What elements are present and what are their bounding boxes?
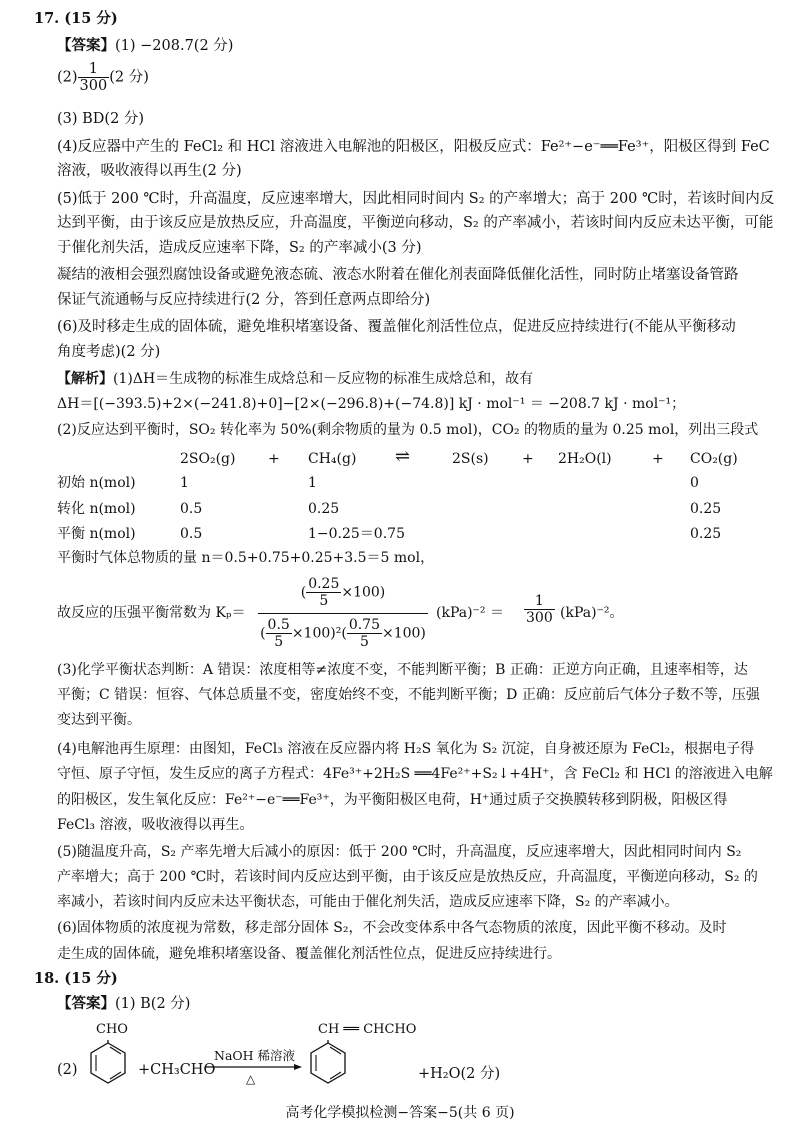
kp-bot-a-den: 5 bbox=[274, 634, 284, 650]
q17-answer-4-line-1: (4)反应器中产生的 FeCl₂ 和 HCl 溶液进入电解池的阳极区，阳极反应式：Fe²⁺−e⁻══Fe³⁺，阳极区得到 FeC bbox=[57, 139, 770, 155]
q17-explanation-5-line-3: 率减小，若该时间内反应未达平衡状态，可能由于催化剂失活，造成反应速率下降，S₂ 的产率减小。 bbox=[57, 894, 679, 910]
kp-main-fraction-bar bbox=[258, 613, 428, 614]
row-equilibrium-label: 平衡 n(mol) bbox=[57, 526, 136, 542]
row-change-co2: 0.25 bbox=[690, 501, 722, 517]
q17-answer-2 bbox=[57, 61, 149, 94]
answer-2-prefix: (2) bbox=[57, 69, 78, 86]
eq-so2: 2SO₂(g) bbox=[180, 451, 236, 467]
eq-plus-1: + bbox=[268, 451, 280, 467]
kp-bottom-open: ( bbox=[260, 625, 266, 642]
benzene-ring-icon bbox=[88, 1040, 128, 1086]
answer-2-fraction bbox=[78, 61, 110, 94]
fraction-numerator: 1 bbox=[78, 61, 110, 78]
eq-plus-3: + bbox=[652, 451, 664, 467]
row-initial-ch4: 1 bbox=[308, 475, 317, 491]
kp-top-open: ( bbox=[300, 584, 307, 601]
row-initial-so2: 1 bbox=[180, 475, 189, 491]
kp-bot-b-den: 5 bbox=[359, 634, 369, 650]
eq-equilibrium-arrow: ⇌ bbox=[395, 446, 411, 467]
q17-explanation-2-total: 平衡时气体总物质的量 n＝0.5+0.75+0.25+3.5＝5 mol， bbox=[57, 550, 435, 566]
row-equilibrium-co2: 0.25 bbox=[690, 526, 722, 542]
kp-result-den: 300 bbox=[526, 610, 553, 626]
kp-top-mul: ×100) bbox=[341, 584, 386, 601]
reaction-arrow-icon bbox=[206, 1062, 302, 1072]
q17-explanation-5-line-1: (5)随温度升高，S₂ 产率先增大后减小的原因：低于 200 ℃时，升高温度，反应速率增大，因此相同时间内 S₂ bbox=[57, 844, 742, 860]
kp-big-denominator bbox=[258, 617, 428, 650]
explanation-1-text: (1)ΔH＝生成物的标准生成焓总和－反应物的标准生成焓总和，故有 bbox=[113, 371, 534, 387]
q17-explanation-1-line-2: ΔH＝[(−393.5)+2×(−241.8)+0]−[2×(−296.8)+(−74.8)] kJ · mol⁻¹ ＝ −208.7 kJ · mol⁻¹； bbox=[57, 396, 686, 412]
eq-h2o: 2H₂O(l) bbox=[558, 451, 612, 467]
kp-top-frac-den: 5 bbox=[319, 593, 329, 609]
condition-naoh: NaOH 稀溶液 bbox=[214, 1048, 296, 1063]
row-change-ch4: 0.25 bbox=[308, 501, 340, 517]
kp-bottom-end: ×100) bbox=[381, 625, 426, 642]
q17-answer-5-line-4: 凝结的液相会强烈腐蚀设备或避免液态硫、液态水附着在催化剂表面降低催化活性，同时防止堵塞设备管路 bbox=[57, 267, 739, 283]
row-equilibrium-ch4: 1−0.25＝0.75 bbox=[308, 526, 405, 542]
kp-bottom-fraction-b bbox=[347, 617, 382, 650]
kp-prefix: 故反应的压强平衡常数为 Kₚ＝ bbox=[57, 605, 246, 621]
kp-top-frac-num: 0.25 bbox=[308, 576, 340, 592]
row-initial-co2: 0 bbox=[690, 475, 699, 491]
eq-plus-2: + bbox=[522, 451, 534, 467]
q17-answer-5-line-5: 保证气流通畅与反应持续进行(2 分，答到任意两点即给分) bbox=[57, 292, 431, 308]
eq-s: 2S(s) bbox=[452, 451, 489, 467]
kp-bottom-fraction-a bbox=[266, 617, 292, 650]
row-change-label: 转化 n(mol) bbox=[57, 501, 136, 517]
q17-answer-6-line-2: 角度考虑)(2 分) bbox=[57, 344, 161, 360]
q17-header: 17. (15 分) bbox=[34, 10, 118, 27]
q17-explanation-3-line-1: (3)化学平衡状态判断：A 错误：浓度相等≠浓度不变，不能判断平衡；B 正确：正逆方向正确，且速率相等，达 bbox=[57, 662, 748, 678]
q18-answer-1 bbox=[57, 995, 190, 1013]
page-footer: 高考化学模拟检测−答案−5(共 6 页) bbox=[285, 1105, 515, 1121]
q17-explanation-6-line-2: 走生成的固体硫，避免堆积堵塞设备、覆盖催化剂活性位点，促进反应持续进行。 bbox=[57, 946, 561, 962]
answer-tag: 【答案】 bbox=[57, 37, 115, 54]
kp-result-num: 1 bbox=[524, 593, 555, 610]
q17-answer-5-line-1: (5)低于 200 ℃时，升高温度，反应速率增大，因此相同时间内 S₂ 的产率增大；高于 200 ℃时，若该时间内反 bbox=[57, 191, 775, 207]
q18-answer-2-prefix: (2) bbox=[57, 1062, 78, 1078]
q17-answer-3: (3) BD(2 分) bbox=[57, 111, 145, 127]
kp-unit-1: (kPa)⁻² ＝ bbox=[436, 605, 504, 621]
explanation-tag: 【解析】 bbox=[57, 371, 113, 387]
q17-explanation-3-line-2: 平衡；C 错误：恒容、气体总质量不变，密度始终不变，不能判断平衡；D 正确：反应前后气体分子数不等，压强 bbox=[57, 687, 760, 703]
q18-answer-1-text: (1) B(2 分) bbox=[115, 996, 191, 1012]
kp-top-fraction bbox=[306, 576, 341, 609]
q17-answer-5-line-3: 于催化剂失活，造成反应速率下降，S₂ 的产率减小(3 分) bbox=[57, 240, 422, 256]
q17-explanation-4-line-2: 守恒、原子守恒，发生反应的离子方程式：4Fe³⁺+2H₂S ══4Fe²⁺+S₂↓+4H⁺，含 FeCl₂ 和 HCl 的溶液进入电解 bbox=[57, 766, 773, 782]
q17-explanation-4-line-3: 的阳极区，发生氧化反应：Fe²⁺−e⁻══Fe³⁺，为平衡阳极区电荷，H⁺通过质子交换膜转移到阴极，阳极区得 bbox=[57, 792, 728, 808]
kp-bottom-mid: ×100)²( bbox=[291, 625, 347, 642]
row-initial-label: 初始 n(mol) bbox=[57, 475, 136, 491]
kp-unit-2: (kPa)⁻²。 bbox=[560, 605, 624, 621]
q17-answer-6-line-1: (6)及时移走生成的固体硫，避免堆积堵塞设备、覆盖催化剂活性位点，促进反应持续进行(不能从平衡移动 bbox=[57, 319, 736, 335]
kp-bot-a-num: 0.5 bbox=[267, 617, 290, 633]
product-benzene-ring-icon bbox=[308, 1040, 348, 1086]
kp-result-fraction bbox=[524, 593, 555, 626]
q17-answer-1 bbox=[57, 37, 233, 55]
eq-co2: CO₂(g) bbox=[690, 451, 738, 467]
eq-ch4: CH₄(g) bbox=[308, 451, 357, 467]
q17-answer-5-line-2: 达到平衡，由于该反应是放热反应，升高温度，平衡逆向移动，S₂ 的产率减小，若该时间内反应未达平衡，可能 bbox=[57, 215, 774, 231]
condition-heat: △ bbox=[246, 1072, 256, 1086]
q18-answer-tag: 【答案】 bbox=[57, 995, 115, 1012]
q17-explanation-4-line-1: (4)电解池再生原理：由图知，FeCl₃ 溶液在反应器内将 H₂S 氧化为 S₂ 沉淀，自身被还原为 FeCl₂，根据电子得 bbox=[57, 741, 755, 757]
water-byproduct: +H₂O(2 分) bbox=[418, 1066, 501, 1082]
answer-2-suffix: (2 分) bbox=[109, 69, 149, 86]
q17-explanation-3-line-3: 变达到平衡。 bbox=[57, 712, 141, 728]
kp-bot-b-num: 0.75 bbox=[348, 617, 380, 633]
q17-explanation-6-line-1: (6)固体物质的浓度视为常数，移走部分固体 S₂，不会改变体系中各气态物质的浓度，因此平衡不移动。及时 bbox=[57, 920, 727, 936]
plus-acetaldehyde: +CH₃CHO bbox=[138, 1062, 216, 1078]
row-equilibrium-so2: 0.5 bbox=[180, 526, 203, 542]
fraction-denominator: 300 bbox=[79, 78, 108, 94]
reactant-cho-group: CHO bbox=[96, 1022, 128, 1037]
row-change-so2: 0.5 bbox=[180, 501, 203, 517]
answer-1-text: (1) −208.7(2 分) bbox=[115, 38, 234, 54]
q17-explanation-2-line-1: (2)反应达到平衡时，SO₂ 转化率为 50%(剩余物质的量为 0.5 mol)，CO₂ 的物质的量为 0.25 mol，列出三段式 bbox=[57, 422, 759, 438]
q17-explanation-5-line-2: 产率增大；高于 200 ℃时，若该时间内反应达到平衡，由于该反应是放热反应，升高温度，平衡逆向移动，S₂ 的 bbox=[57, 869, 758, 885]
q17-explanation-1-line-1 bbox=[57, 370, 533, 388]
product-side-chain: CH ══ CHCHO bbox=[318, 1022, 417, 1037]
q17-answer-4-line-2: 溶液，吸收液得以再生(2 分) bbox=[57, 163, 242, 179]
q18-header: 18. (15 分) bbox=[34, 970, 118, 987]
kp-big-numerator bbox=[258, 576, 428, 609]
q17-explanation-4-line-4: FeCl₃ 溶液，吸收液得以再生。 bbox=[57, 817, 254, 833]
